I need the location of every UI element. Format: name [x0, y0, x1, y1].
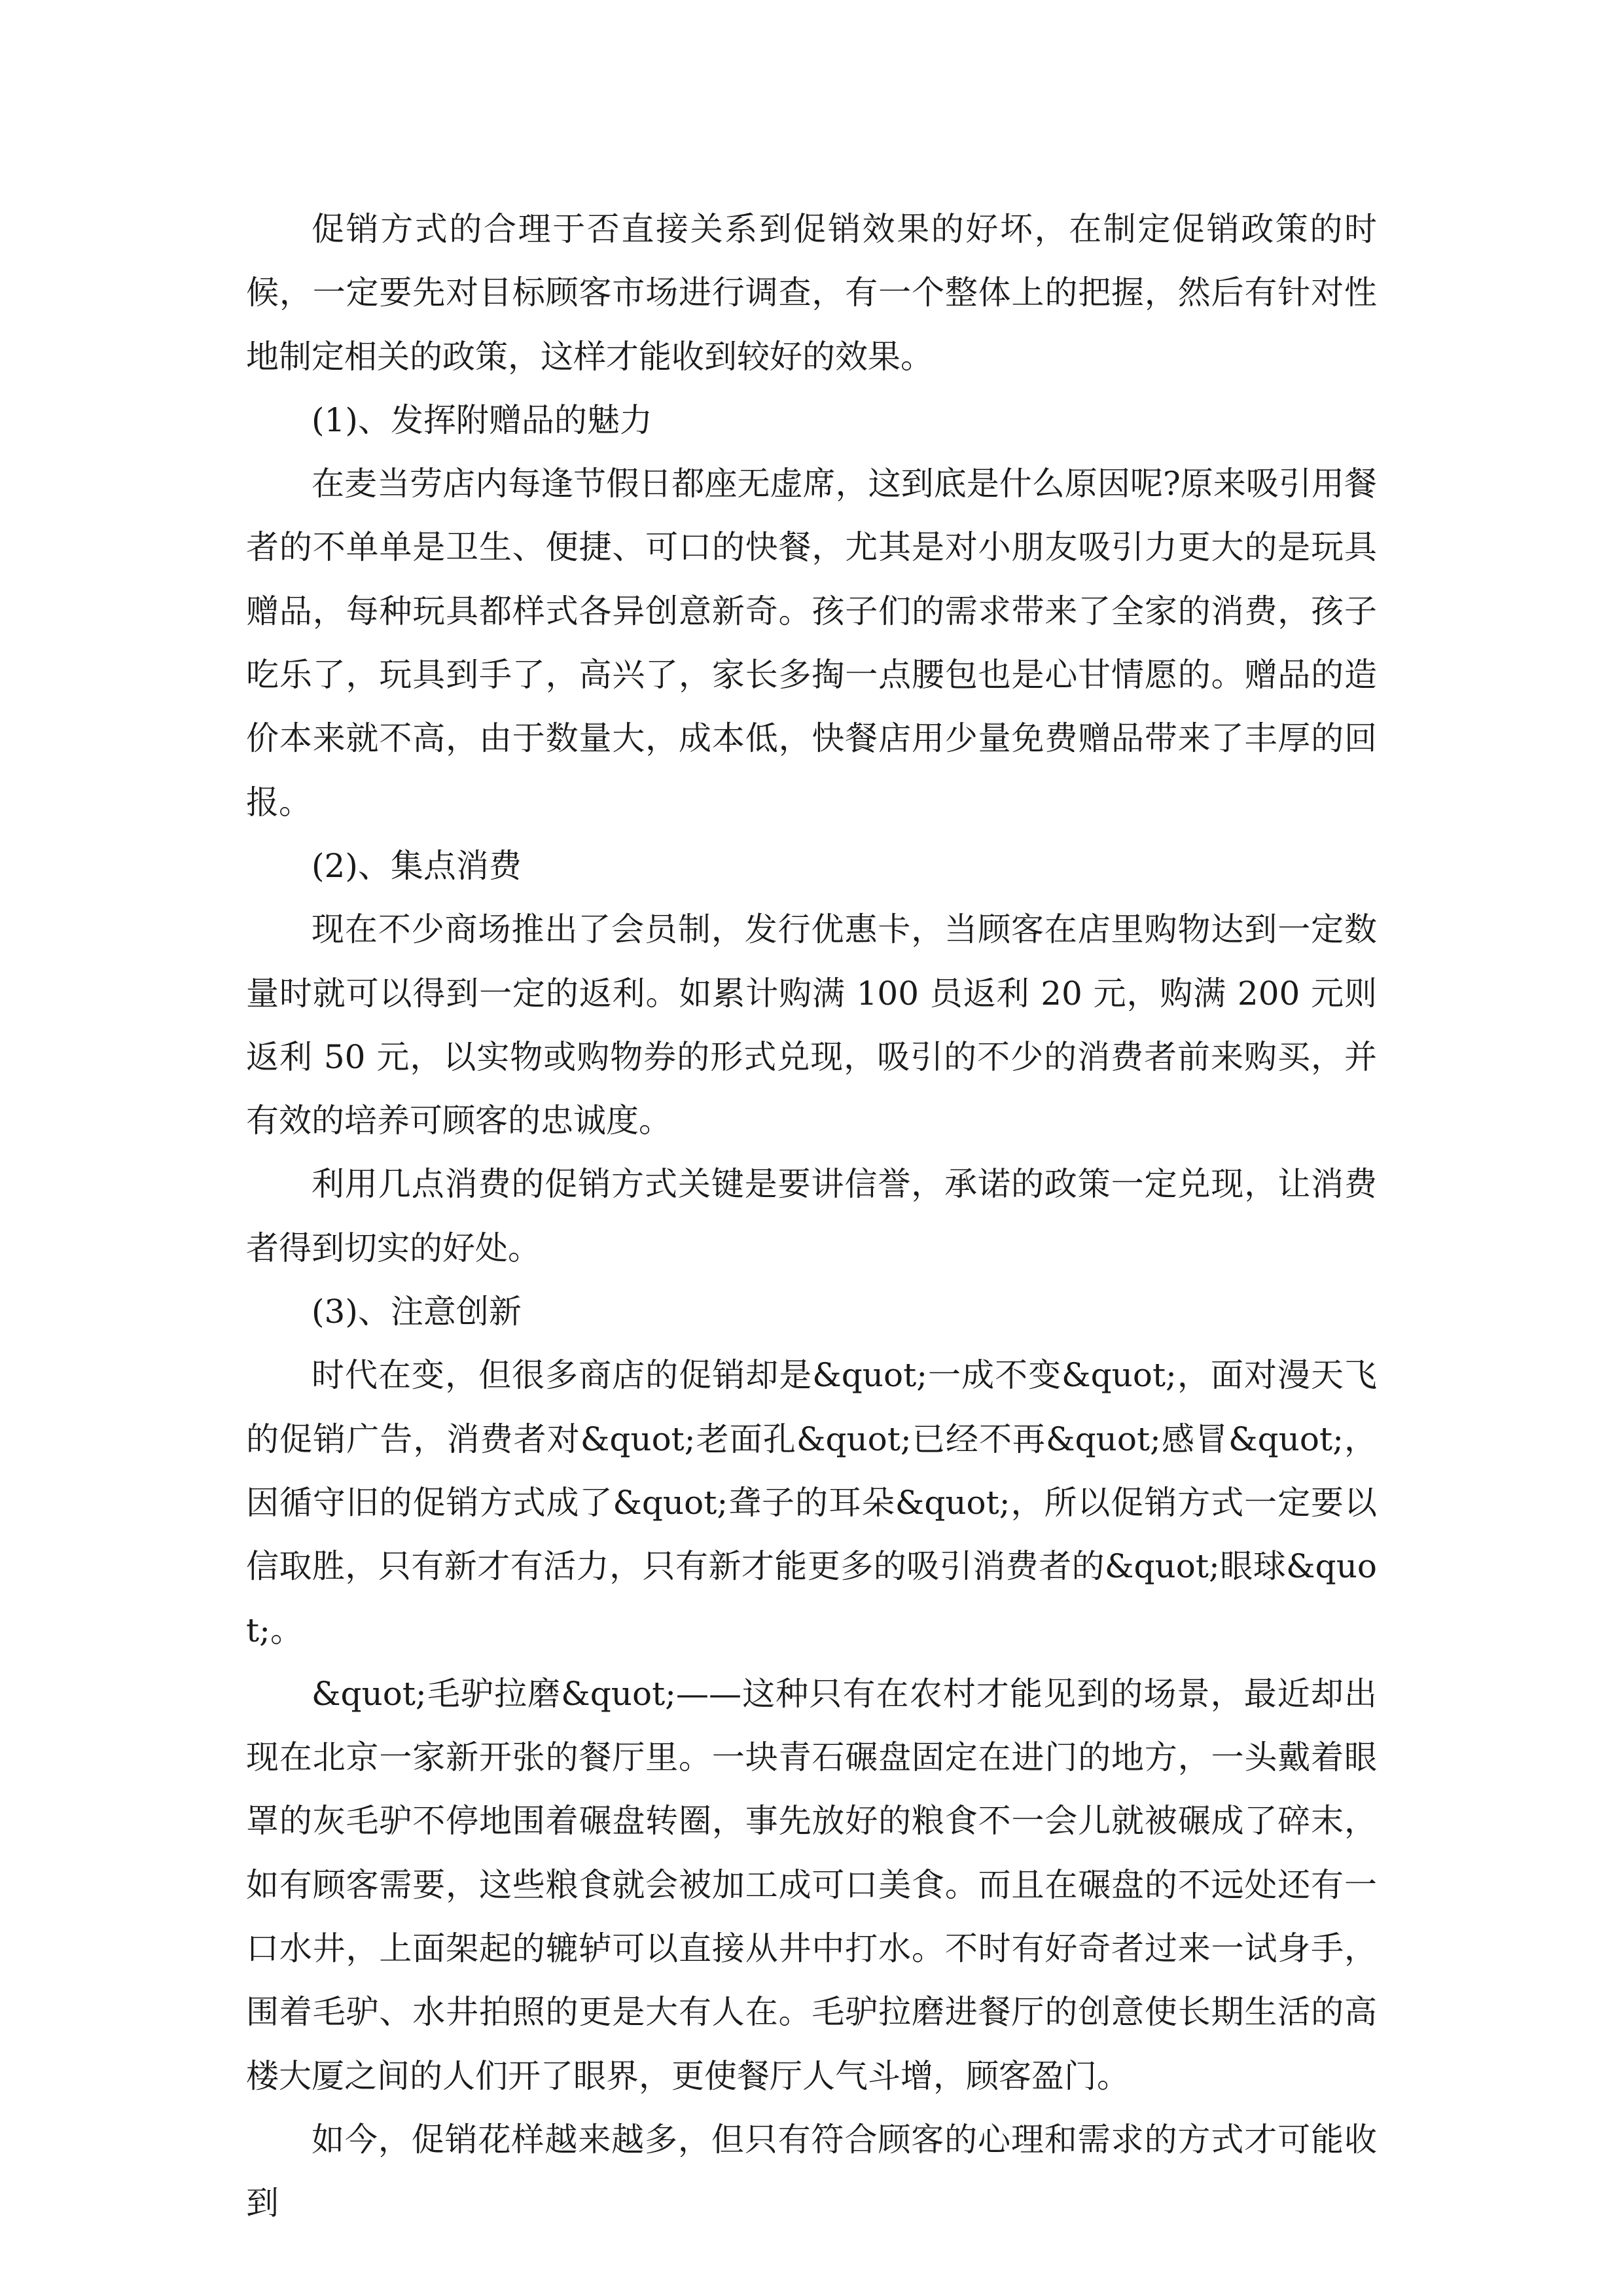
- paragraph-mcdonalds: 在麦当劳店内每逢节假日都座无虚席，这到底是什么原因呢?原来吸引用餐者的不单单是卫生、便捷、可口的快餐，尤其是对小朋友吸引力更大的是玩具赠品，每种玩具都样式各异创意新奇。孩子们的需求带来了全家的消费，孩子吃乐了，玩具到手了，高兴了，家长多掏一点腰包也是心甘情愿的。赠品的造价本来就不高，由于数量大，成本低，快餐店用少量免费赠品带来了丰厚的回报。: [246, 465, 1377, 821]
- heading-gift-charm: (1)、发挥附赠品的魅力: [312, 401, 652, 439]
- paragraph-donkey-mill: &quot;毛驴拉磨&quot;——这种只有在农村才能见到的场景，最近却出现在北京一家新开张的餐厅里。一块青石碾盘固定在进门的地方，一头戴着眼罩的灰毛驴不停地围着碾盘转圈，事先放好的粮食不一会儿就被碾成了碎末，如有顾客需要，这些粮食就会被加工成可口美食。而且在碾盘的不远处还有一口水井，上面架起的辘轳可以直接从井中打水。不时有好奇者过来一试身手，围着毛驴、水井拍照的更是大有人在。毛驴拉磨进餐厅的创意使长期生活的高楼大厦之间的人们开了眼界，更使餐厅人气斗增，顾客盈门。: [246, 1674, 1377, 2095]
- paragraph-times-change: 时代在变，但很多商店的促销却是&quot;一成不变&quot;，面对漫天飞的促销广告，消费者对&quot;老面孔&quot;已经不再&quot;感冒&quot;，因循守旧的促销方式成了&quot;聋子的耳朵&quot;，所以促销方式一定要以信取胜，只有新才有活力，只有新才能更多的吸引消费者的&quot;眼球&quot;。: [246, 1356, 1377, 1649]
- heading-points-consumption: (2)、集点消费: [312, 846, 522, 885]
- paragraph-credibility: 利用几点消费的促销方式关键是要讲信誉，承诺的政策一定兑现，让消费者得到切实的好处。: [246, 1165, 1377, 1267]
- paragraph-conclusion: 如今，促销花样越来越多，但只有符合顾客的心理和需求的方式才可能收到: [246, 2120, 1377, 2223]
- heading-innovation: (3)、注意创新: [312, 1293, 522, 1331]
- paragraph-membership: 现在不少商场推出了会员制，发行优惠卡，当顾客在店里购物达到一定数量时就可以得到一定的返利。如累计购满 100 员返利 20 元，购满 200 元则返利 50 元，以实物或购物券的形式兑现，吸引的不少的消费者前来购买，并有效的培养可顾客的忠诚度。: [246, 910, 1377, 1140]
- document-body: [246, 198, 1377, 2236]
- paragraph-intro: 促销方式的合理于否直接关系到促销效果的好坏，在制定促销政策的时候，一定要先对目标顾客市场进行调查，有一个整体上的把握，然后有针对性地制定相关的政策，这样才能收到较好的效果。: [246, 210, 1377, 376]
